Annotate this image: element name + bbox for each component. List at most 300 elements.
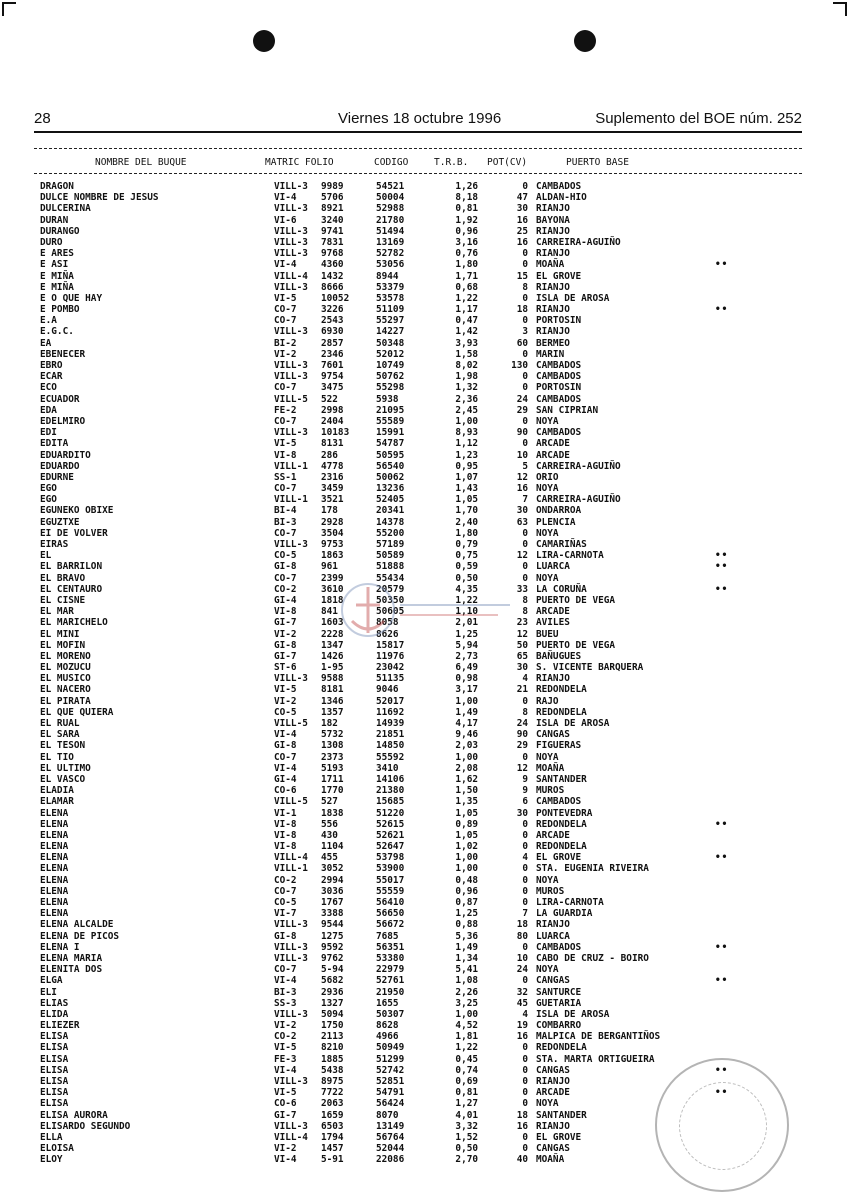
vessel-name: ELIEZER <box>40 1020 80 1032</box>
pot: 24 <box>516 718 528 729</box>
pot: 0 <box>522 415 528 427</box>
pot: 16 <box>516 214 528 226</box>
code: 51299 <box>376 1053 405 1065</box>
pot: 4 <box>522 1008 528 1020</box>
port-base: RIANJO <box>536 248 570 260</box>
pot: 0 <box>522 751 528 763</box>
table-row <box>0 483 849 494</box>
pot: 16 <box>516 1031 528 1043</box>
trb: 1,08 <box>455 975 478 987</box>
matric: VILL-3 <box>274 236 308 248</box>
table-row <box>0 438 849 449</box>
code: 55434 <box>376 572 405 584</box>
table-row <box>0 919 849 930</box>
vessel-name: EI DE VOLVER <box>40 527 108 539</box>
code: 15991 <box>376 427 405 439</box>
matric: CO-7 <box>274 527 297 539</box>
port-base: LA CORUÑA <box>536 583 587 595</box>
vessel-name: EL TESON <box>40 740 86 752</box>
matric: VILL-1 <box>274 863 308 875</box>
pot: 30 <box>516 807 528 819</box>
matric: CO-7 <box>274 304 297 316</box>
trb: 1,05 <box>455 829 478 841</box>
port-base: BUEU <box>536 628 559 640</box>
vessel-name: ECO <box>40 382 57 394</box>
trb: 0,45 <box>455 1053 478 1065</box>
code: 53798 <box>376 852 405 864</box>
publication-title: Suplemento del BOE núm. 252 <box>595 110 802 127</box>
trb: 1,05 <box>455 807 478 819</box>
code: 52647 <box>376 841 405 853</box>
matric: VI-5 <box>274 1042 297 1054</box>
vessel-name: EL MOZUCU <box>40 662 91 674</box>
trb: 0,59 <box>455 561 478 573</box>
mark: •• <box>715 550 729 562</box>
vessel-name: E ASI <box>40 259 69 271</box>
pot: 30 <box>516 505 528 517</box>
code: 55200 <box>376 527 405 539</box>
vessel-name: EL BRAVO <box>40 572 86 584</box>
vessel-name: EL NACERO <box>40 684 91 696</box>
pot: 0 <box>522 315 528 327</box>
trb: 1,22 <box>455 1042 478 1054</box>
port-base: LUARCA <box>536 561 570 573</box>
trb: 5,94 <box>455 639 478 651</box>
folio: 2543 <box>321 315 344 327</box>
pot: 32 <box>516 986 528 998</box>
vessel-name: ELISA <box>40 1031 69 1043</box>
code: 52851 <box>376 1076 405 1087</box>
vessel-name: ELENA <box>40 908 69 920</box>
matric: CO-2 <box>274 1031 297 1043</box>
vessel-name: ELENA <box>40 829 69 841</box>
code: 50762 <box>376 371 405 383</box>
code: 55589 <box>376 415 405 427</box>
trb: 1,70 <box>455 505 478 517</box>
folio: 527 <box>321 796 338 808</box>
table-row <box>0 248 849 259</box>
pot: 0 <box>522 1131 528 1143</box>
trb: 1,02 <box>455 841 478 853</box>
matric: VILL-3 <box>274 181 308 192</box>
pot: 25 <box>516 225 528 237</box>
pot: 47 <box>516 192 528 204</box>
folio: 9768 <box>321 248 344 260</box>
matric: VI-7 <box>274 908 297 920</box>
trb: 0,87 <box>455 897 478 908</box>
vessel-name: ELIAS <box>40 997 69 1009</box>
pot: 24 <box>516 964 528 976</box>
matric: GI-4 <box>274 594 297 606</box>
pot: 18 <box>516 1109 528 1121</box>
vessel-name: DURANGO <box>40 225 80 237</box>
folio: 2994 <box>321 874 344 886</box>
code: 52742 <box>376 1064 405 1076</box>
matric: VI-1 <box>274 807 297 819</box>
table-top-rule <box>34 148 802 149</box>
code: 7685 <box>376 930 399 942</box>
code: 21851 <box>376 729 405 741</box>
matric: VILL-4 <box>274 1131 308 1143</box>
code: 52988 <box>376 203 405 215</box>
vessel-name: EL QUE QUIERA <box>40 706 114 718</box>
table-row <box>0 808 849 819</box>
code: 53379 <box>376 281 405 293</box>
trb: 1,80 <box>455 259 478 271</box>
pot: 90 <box>516 729 528 741</box>
folio: 5706 <box>321 192 344 204</box>
port-base: ARCADE <box>536 438 570 450</box>
table-row <box>0 271 849 282</box>
port-base: LUARCA <box>536 930 570 942</box>
folio: 1603 <box>321 617 344 629</box>
trb: 4,35 <box>455 583 478 595</box>
trb: 3,25 <box>455 997 478 1009</box>
table-row <box>0 752 849 763</box>
table-row <box>0 215 849 226</box>
folio: 2998 <box>321 404 344 416</box>
code: 50949 <box>376 1042 405 1054</box>
table-row <box>0 774 849 785</box>
vessel-name: ELISA <box>40 1087 69 1099</box>
port-base: SANTURCE <box>536 986 582 998</box>
port-base: MOAÑA <box>536 1154 565 1166</box>
folio: 1767 <box>321 897 344 908</box>
folio: 9588 <box>321 673 344 685</box>
matric: VI-8 <box>274 841 297 853</box>
code: 8058 <box>376 617 399 629</box>
pot: 0 <box>522 1076 528 1087</box>
folio: 8975 <box>321 1076 344 1087</box>
folio: 8210 <box>321 1042 344 1054</box>
trb: 0,88 <box>455 919 478 931</box>
trb: 0,68 <box>455 281 478 293</box>
table-row <box>0 1042 849 1053</box>
folio: 2316 <box>321 471 344 483</box>
folio: 2857 <box>321 337 344 349</box>
port-base: CARREIRA-AGUIÑO <box>536 494 621 506</box>
port-base: MALPICA DE BERGANTIÑOS <box>536 1031 661 1043</box>
trb: 0,96 <box>455 225 478 237</box>
folio: 3459 <box>321 483 344 495</box>
trb: 1,00 <box>455 852 478 864</box>
folio: 3521 <box>321 494 344 506</box>
folio: 2404 <box>321 415 344 427</box>
folio: 5-91 <box>321 1154 344 1166</box>
port-base: MUROS <box>536 885 565 897</box>
table-row <box>0 1020 849 1031</box>
pot: 130 <box>511 360 528 371</box>
port-base: ARCADE <box>536 606 570 618</box>
trb: 0,81 <box>455 203 478 215</box>
matric: GI-7 <box>274 617 297 629</box>
code: 50350 <box>376 594 405 606</box>
folio: 5682 <box>321 975 344 987</box>
table-row <box>0 505 849 516</box>
col-header-name: NOMBRE DEL BUQUE <box>95 157 187 168</box>
port-base: EL GROVE <box>536 852 582 864</box>
code: 56764 <box>376 1131 405 1143</box>
matric: VILL-3 <box>274 248 308 260</box>
pot: 16 <box>516 483 528 495</box>
folio: 9753 <box>321 539 344 550</box>
folio: 8921 <box>321 203 344 215</box>
port-base: NOYA <box>536 964 559 976</box>
matric: CO-5 <box>274 897 297 908</box>
code: 50595 <box>376 449 405 461</box>
folio: 3240 <box>321 214 344 226</box>
trb: 4,01 <box>455 1109 478 1121</box>
port-base: ISLA DE AROSA <box>536 1008 610 1020</box>
port-base: CAMBADOS <box>536 393 582 405</box>
pot: 12 <box>516 550 528 562</box>
folio: 841 <box>321 606 338 618</box>
port-base: MOAÑA <box>536 762 565 774</box>
port-base: NOYA <box>536 527 559 539</box>
port-base: CABO DE CRUZ - BOIRO <box>536 952 649 964</box>
trb: 1,00 <box>455 695 478 707</box>
folio: 5438 <box>321 1064 344 1076</box>
port-base: CAMBADOS <box>536 181 582 192</box>
code: 54521 <box>376 181 405 192</box>
code: 55592 <box>376 751 405 763</box>
matric: VI-2 <box>274 628 297 640</box>
folio: 2373 <box>321 751 344 763</box>
pot: 0 <box>522 841 528 853</box>
vessel-name: EL CISNE <box>40 594 86 606</box>
vessel-name: ELOISA <box>40 1143 74 1155</box>
port-base: REDONDELA <box>536 1042 587 1054</box>
matric: VILL-5 <box>274 393 308 405</box>
trb: 1,00 <box>455 863 478 875</box>
matric: VILL-3 <box>274 360 308 371</box>
matric: BI-3 <box>274 516 297 528</box>
trb: 2,70 <box>455 1154 478 1166</box>
table-row <box>0 863 849 874</box>
matric: VILL-3 <box>274 203 308 215</box>
mark: •• <box>715 304 729 316</box>
folio: 1770 <box>321 785 344 797</box>
folio: 1818 <box>321 594 344 606</box>
code: 52017 <box>376 695 405 707</box>
pot: 18 <box>516 304 528 316</box>
pot: 80 <box>516 930 528 942</box>
vessel-name: EL MARICHELO <box>40 617 108 629</box>
code: 1655 <box>376 997 399 1009</box>
trb: 4,52 <box>455 1020 478 1032</box>
folio: 10052 <box>321 292 350 304</box>
pot: 0 <box>522 818 528 830</box>
vessel-name: ELISA <box>40 1076 69 1087</box>
trb: 1,07 <box>455 471 478 483</box>
col-header-pot: POT(CV) <box>487 157 528 168</box>
matric: VI-5 <box>274 438 297 450</box>
folio: 1327 <box>321 997 344 1009</box>
trb: 1,12 <box>455 438 478 450</box>
mark: •• <box>715 1087 729 1099</box>
vessel-name: EL PIRATA <box>40 695 91 707</box>
folio: 7831 <box>321 236 344 248</box>
port-base: RIANJO <box>536 919 570 931</box>
table-row <box>0 908 849 919</box>
vessel-name: ELISA AURORA <box>40 1109 108 1121</box>
pot: 4 <box>522 852 528 864</box>
table-row <box>0 382 849 393</box>
vessel-name: EL MAR <box>40 606 74 618</box>
port-base: NOYA <box>536 874 559 886</box>
matric: VI-4 <box>274 975 297 987</box>
punch-hole-left <box>253 30 275 52</box>
table-row <box>0 763 849 774</box>
matric: VI-8 <box>274 449 297 461</box>
trb: 1,58 <box>455 348 478 360</box>
code: 50348 <box>376 337 405 349</box>
pot: 8 <box>522 594 528 606</box>
trb: 1,32 <box>455 382 478 394</box>
folio: 1838 <box>321 807 344 819</box>
trb: 1,98 <box>455 371 478 383</box>
port-base: NOYA <box>536 751 559 763</box>
code: 56672 <box>376 919 405 931</box>
code: 52782 <box>376 248 405 260</box>
vessel-name: ELENA ALCALDE <box>40 919 114 931</box>
matric: VILL-5 <box>274 796 308 808</box>
code: 5938 <box>376 393 399 405</box>
port-base: LIRA-CARNOTA <box>536 897 604 908</box>
folio: 4778 <box>321 460 344 472</box>
vessel-name: EL MUSICO <box>40 673 91 685</box>
matric: CO-5 <box>274 550 297 562</box>
port-base: RIANJO <box>536 203 570 215</box>
vessel-name: E MIÑA <box>40 270 74 282</box>
code: 8626 <box>376 628 399 640</box>
matric: VILL-3 <box>274 919 308 931</box>
folio: 3475 <box>321 382 344 394</box>
matric: VI-8 <box>274 818 297 830</box>
table-row <box>0 785 849 796</box>
port-base: NOYA <box>536 415 559 427</box>
matric: CO-7 <box>274 885 297 897</box>
table-row <box>0 841 849 852</box>
code: 10749 <box>376 360 405 371</box>
code: 52621 <box>376 829 405 841</box>
pot: 0 <box>522 561 528 573</box>
pot: 0 <box>522 829 528 841</box>
vessel-name: ELENA <box>40 852 69 864</box>
code: 14939 <box>376 718 405 729</box>
pot: 29 <box>516 404 528 416</box>
table-row <box>0 461 849 472</box>
folio: 1308 <box>321 740 344 752</box>
vessel-name: DULCE NOMBRE DE JESUS <box>40 192 159 204</box>
matric: CO-7 <box>274 572 297 584</box>
trb: 2,03 <box>455 740 478 752</box>
trb: 0,47 <box>455 315 478 327</box>
folio: 10183 <box>321 427 350 439</box>
vessel-name: ELOY <box>40 1154 63 1166</box>
pot: 60 <box>516 337 528 349</box>
table-row <box>0 371 849 382</box>
matric: VI-4 <box>274 729 297 741</box>
pot: 33 <box>516 583 528 595</box>
port-base: STA. MARTA ORTIGUEIRA <box>536 1053 655 1065</box>
vessel-name: EDUARDO <box>40 460 80 472</box>
code: 14227 <box>376 326 405 338</box>
pot: 0 <box>522 897 528 908</box>
port-base: RIANJO <box>536 1076 570 1087</box>
code: 14378 <box>376 516 405 528</box>
table-row <box>0 550 849 561</box>
code: 51109 <box>376 304 405 316</box>
port-base: ALDAN-HIO <box>536 192 587 204</box>
vessel-name: ELISA <box>40 1053 69 1065</box>
code: 50004 <box>376 192 405 204</box>
vessel-name: EDITA <box>40 438 69 450</box>
pot: 18 <box>516 919 528 931</box>
folio: 7722 <box>321 1087 344 1099</box>
code: 15685 <box>376 796 405 808</box>
vessel-name: ELENA MARIA <box>40 952 103 964</box>
folio: 286 <box>321 449 338 461</box>
code: 51220 <box>376 807 405 819</box>
vessel-name: ELIDA <box>40 1008 69 1020</box>
folio: 178 <box>321 505 338 517</box>
trb: 0,81 <box>455 1087 478 1099</box>
code: 55017 <box>376 874 405 886</box>
vessel-name: E O QUE HAY <box>40 292 103 304</box>
table-row <box>0 651 849 662</box>
mark: •• <box>715 941 729 953</box>
folio: 8666 <box>321 281 344 293</box>
port-base: AVILES <box>536 617 570 629</box>
matric: VILL-4 <box>274 852 308 864</box>
folio: 1885 <box>321 1053 344 1065</box>
table-header-rule <box>34 173 802 174</box>
trb: 3,17 <box>455 684 478 696</box>
trb: 0,50 <box>455 572 478 584</box>
folio: 9544 <box>321 919 344 931</box>
trb: 1,49 <box>455 941 478 953</box>
trb: 1,17 <box>455 304 478 316</box>
code: 53380 <box>376 952 405 964</box>
table-row <box>0 338 849 349</box>
trb: 5,41 <box>455 964 478 976</box>
matric: VILL-3 <box>274 952 308 964</box>
code: 52012 <box>376 348 405 360</box>
trb: 0,74 <box>455 1064 478 1076</box>
folio: 1432 <box>321 270 344 282</box>
table-row <box>0 539 849 550</box>
matric: CO-7 <box>274 483 297 495</box>
pot: 0 <box>522 695 528 707</box>
pot: 7 <box>522 494 528 506</box>
matric: VILL-3 <box>274 1008 308 1020</box>
vessel-name: EL ULTIMO <box>40 762 91 774</box>
trb: 0,50 <box>455 1143 478 1155</box>
trb: 2,36 <box>455 393 478 405</box>
code: 14106 <box>376 773 405 785</box>
table-row <box>0 684 849 695</box>
pot: 0 <box>522 259 528 271</box>
pot: 0 <box>522 1053 528 1065</box>
pot: 0 <box>522 248 528 260</box>
folio: 455 <box>321 852 338 864</box>
folio: 7601 <box>321 360 344 371</box>
vessel-name: EGUZTXE <box>40 516 80 528</box>
vessel-name: ELENA <box>40 807 69 819</box>
matric: VILL-5 <box>274 718 308 729</box>
folio: 1659 <box>321 1109 344 1121</box>
